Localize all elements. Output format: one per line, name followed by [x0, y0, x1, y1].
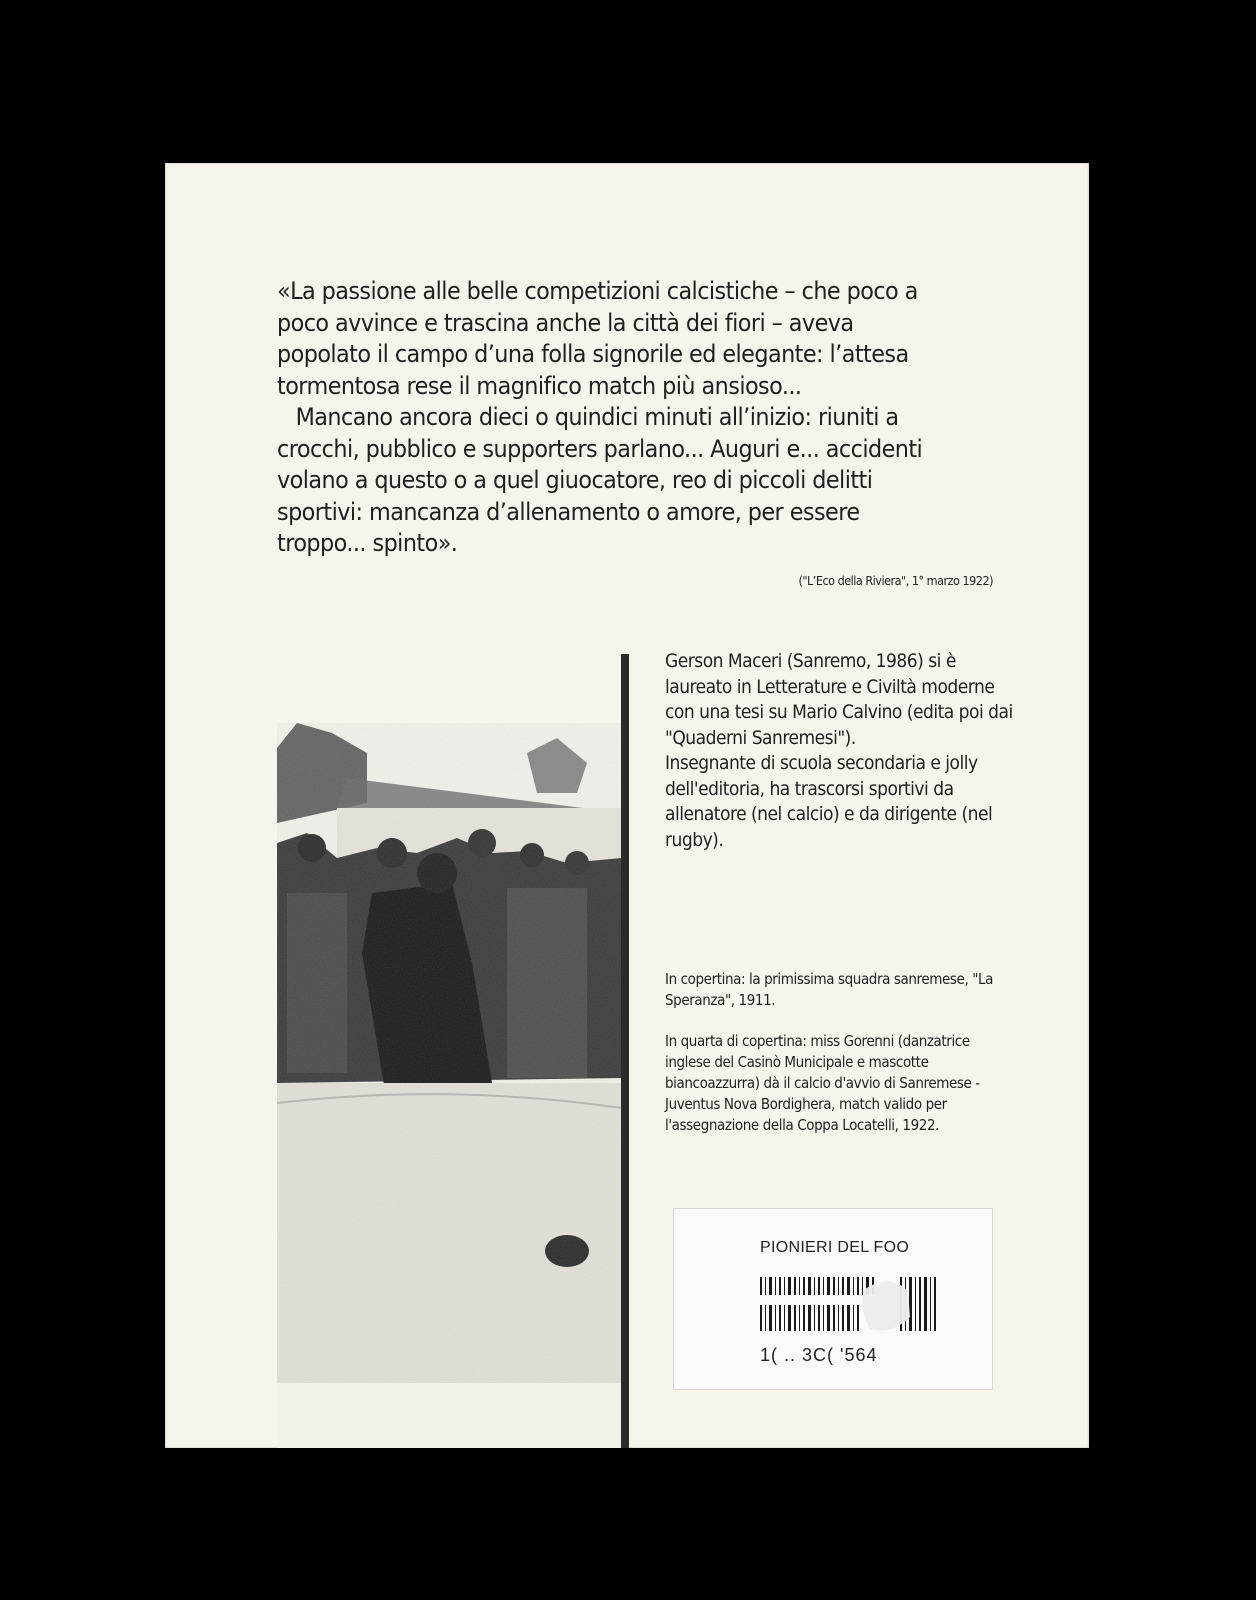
barcode-sticker [673, 1208, 993, 1390]
author-bio [665, 649, 1015, 853]
vertical-divider [621, 654, 629, 1448]
photo-captions [665, 969, 1005, 1156]
barcode-number: 1( .. 3C( '564 [760, 1345, 878, 1365]
bio-paragraph-1: Gerson Maceri (Sanremo, 1986) si è laureato in Letterature e Civiltà moderne con una tesi su Mario Calvino (edita poi dai "Quaderni Sanremesi"). [665, 650, 1013, 749]
quote-paragraph-2: Mancano ancora dieci o quindici minuti all’inizio: riuniti a crocchi, pubblico e supporters parlano... Auguri e... accidenti volano a questo o a quel giuocatore, reo di piccoli delitti sportivi: mancanza d’allenamento o amore, per essere troppo... spinto». [277, 403, 923, 557]
quote-paragraph-1: «La passione alle belle competizioni calcistiche – che poco a poco avvince e trascina anche la città dei fiori – aveva popolato il campo d’una folla signorile ed elegante: l’attesa tormentosa rese il magnifico match più ansioso... [277, 277, 918, 400]
bio-paragraph-2: Insegnante di scuola secondaria e jolly dell'editoria, ha trascorsi sportivi da allenatore (nel calcio) e da dirigente (nel rugby). [665, 752, 993, 851]
historic-football-photo [277, 723, 622, 1448]
quote-citation: ("L’Eco della Riviera", 1° marzo 1922) [798, 573, 993, 588]
barcode-icon [760, 1277, 950, 1337]
sticker-title: PIONIERI DEL FOO [760, 1239, 910, 1256]
cover-caption: In copertina: la primissima squadra sanremese, "La Speranza", 1911. [665, 970, 993, 1009]
epigraph-quote [277, 276, 947, 560]
back-cover-caption: In quarta di copertina: miss Gorenni (danzatrice inglese del Casinò Municipale e mascotte biancoazzurra) dà il calcio d'avvio di Sanremese - Juventus Nova Bordighera, match valido per l'assegnazione della Coppa Locatelli, 1922. [665, 1032, 980, 1134]
photo-illustration [277, 723, 622, 1448]
book-back-cover [165, 163, 1089, 1448]
